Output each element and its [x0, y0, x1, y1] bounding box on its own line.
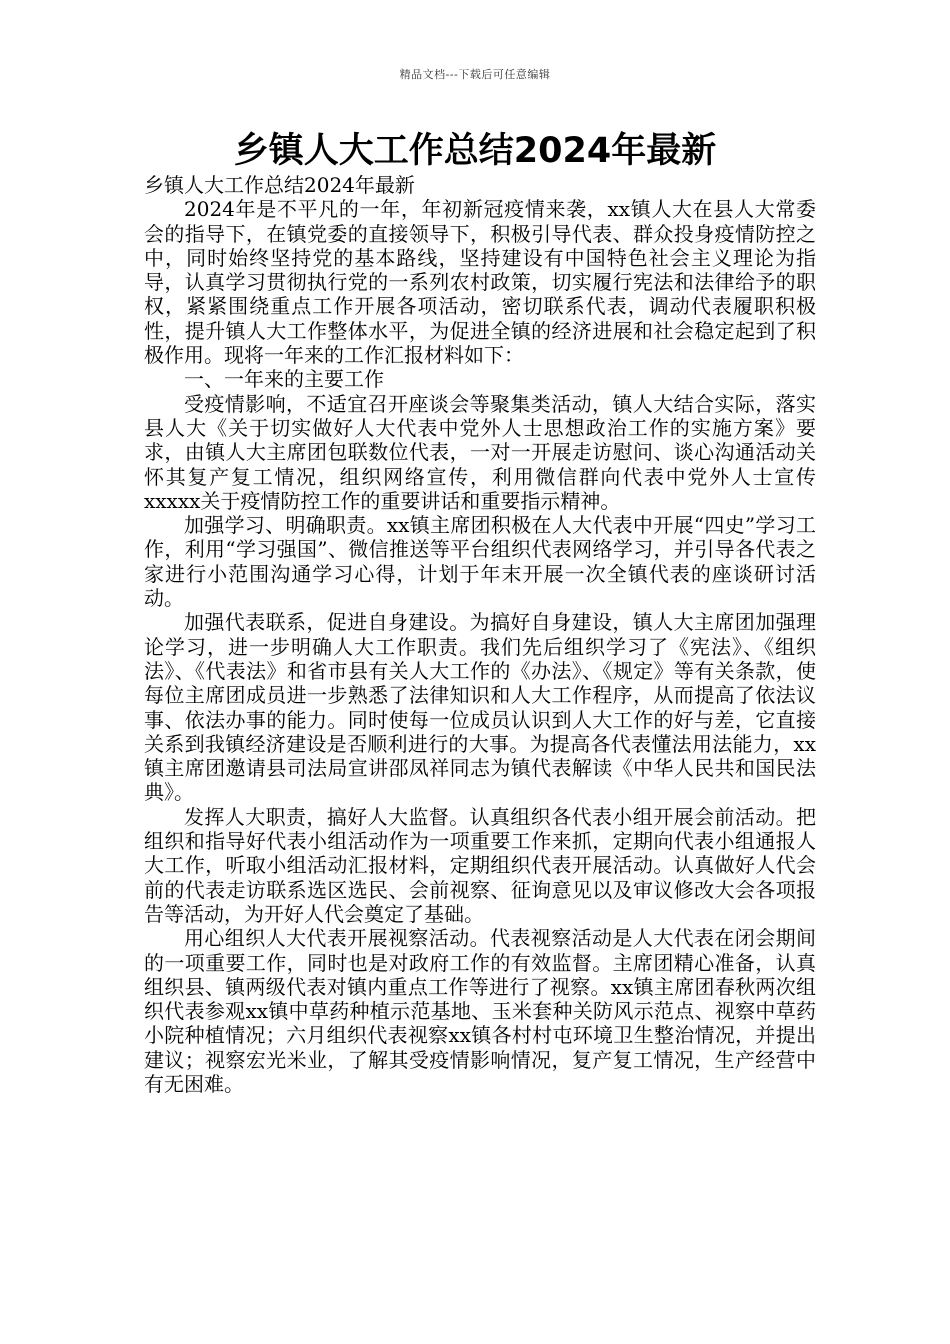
header-note: 精品文档---下载后可任意编辑: [399, 68, 551, 81]
section-heading: 一、一年来的主要工作: [184, 367, 384, 392]
paragraph: 发挥人大职责，搞好人大监督。认真组织各代表小组开展会前活动。把组织和指导好代表小组活动作为一项重要工作来抓，定期向代表小组通报人大工作，听取小组活动汇报材料，定期组织代表开展活动。认真做好人代会前的代表走访联系选区选民、会前视察、征询意见以及审议修改大会各项报告等活动，为开好人代会奠定了基础。: [144, 804, 816, 926]
paragraph: 用心组织人大代表开展视察活动。代表视察活动是人大代表在闭会期间的一项重要工作，同时也是对政府工作的有效监督。主席团精心准备，认真组织县、镇两级代表对镇内重点工作等进行了视察。xx镇主席团春秋两次组织代表参观xx镇中草药种植示范基地、玉米套种关防风示范点、视察中草药小院种植情况；六月组织代表视察xx镇各村村屯环境卫生整治情况，并提出建议；视察宏光米业，了解其受疫情影响情况，复产复工情况，生产经营中有无困难。: [144, 926, 816, 1096]
paragraph-intro: 2024年是不平凡的一年，年初新冠疫情来袭，xx镇人大在县人大常委会的指导下，在镇党委的直接领导下，积极引导代表、群众投身疫情防控之中，同时始终坚持党的基本路线，坚持建设有中国特色社会主义理论为指导，认真学习贯彻执行党的一系列农村政策，切实履行宪法和法律给予的职权，紧紧围绕重点工作开展各项活动，密切联系代表，调动代表履职积极性，提升镇人大工作整体水平，为促进全镇的经济进展和社会稳定起到了积极作用。现将一年来的工作汇报材料如下：: [144, 197, 816, 368]
paragraph: 加强代表联系，促进自身建设。为搞好自身建设，镇人大主席团加强理论学习，进一步明确人大工作职责。我们先后组织学习了《宪法》、《组织法》、《代表法》和省市县有关人大工作的《办法》、《规定》等有关条款，使每位主席团成员进一步熟悉了法律知识和人大工作程序，从而提高了依法议事、依法办事的能力。同时使每一位成员认识到人大工作的好与差，它直接关系到我镇经济建设是否顺利进行的大事。为提高各代表懂法用法能力，xx镇主席团邀请县司法局宣讲邵凤祥同志为镇代表解读《中华人民共和国民法典》。: [144, 610, 816, 805]
paragraph: 受疫情影响，不适宜召开座谈会等聚集类活动，镇人大结合实际，落实县人大《关于切实做好人大代表中党外人士思想政治工作的实施方案》要求，由镇人大主席团包联数位代表，一对一开展走访慰问、谈心沟通活动关怀其复产复工情况，组织网络宣传，利用微信群向代表中党外人士宣传xxxxx关于疫情防控工作的重要讲话和重要指示精神。: [144, 391, 816, 513]
document-title: 乡镇人大工作总结2024年最新: [233, 131, 717, 171]
paragraph: 加强学习、明确职责。xx镇主席团积极在人大代表中开展“四史”学习工作，利用“学习强国”、微信推送等平台组织代表网络学习，并引导各代表之家进行小范围沟通学习心得，计划于年末开展一次全镇代表的座谈研讨活动。: [144, 513, 816, 611]
document-subtitle: 乡镇人大工作总结2024年最新: [144, 173, 415, 197]
document-body: [144, 173, 816, 1096]
